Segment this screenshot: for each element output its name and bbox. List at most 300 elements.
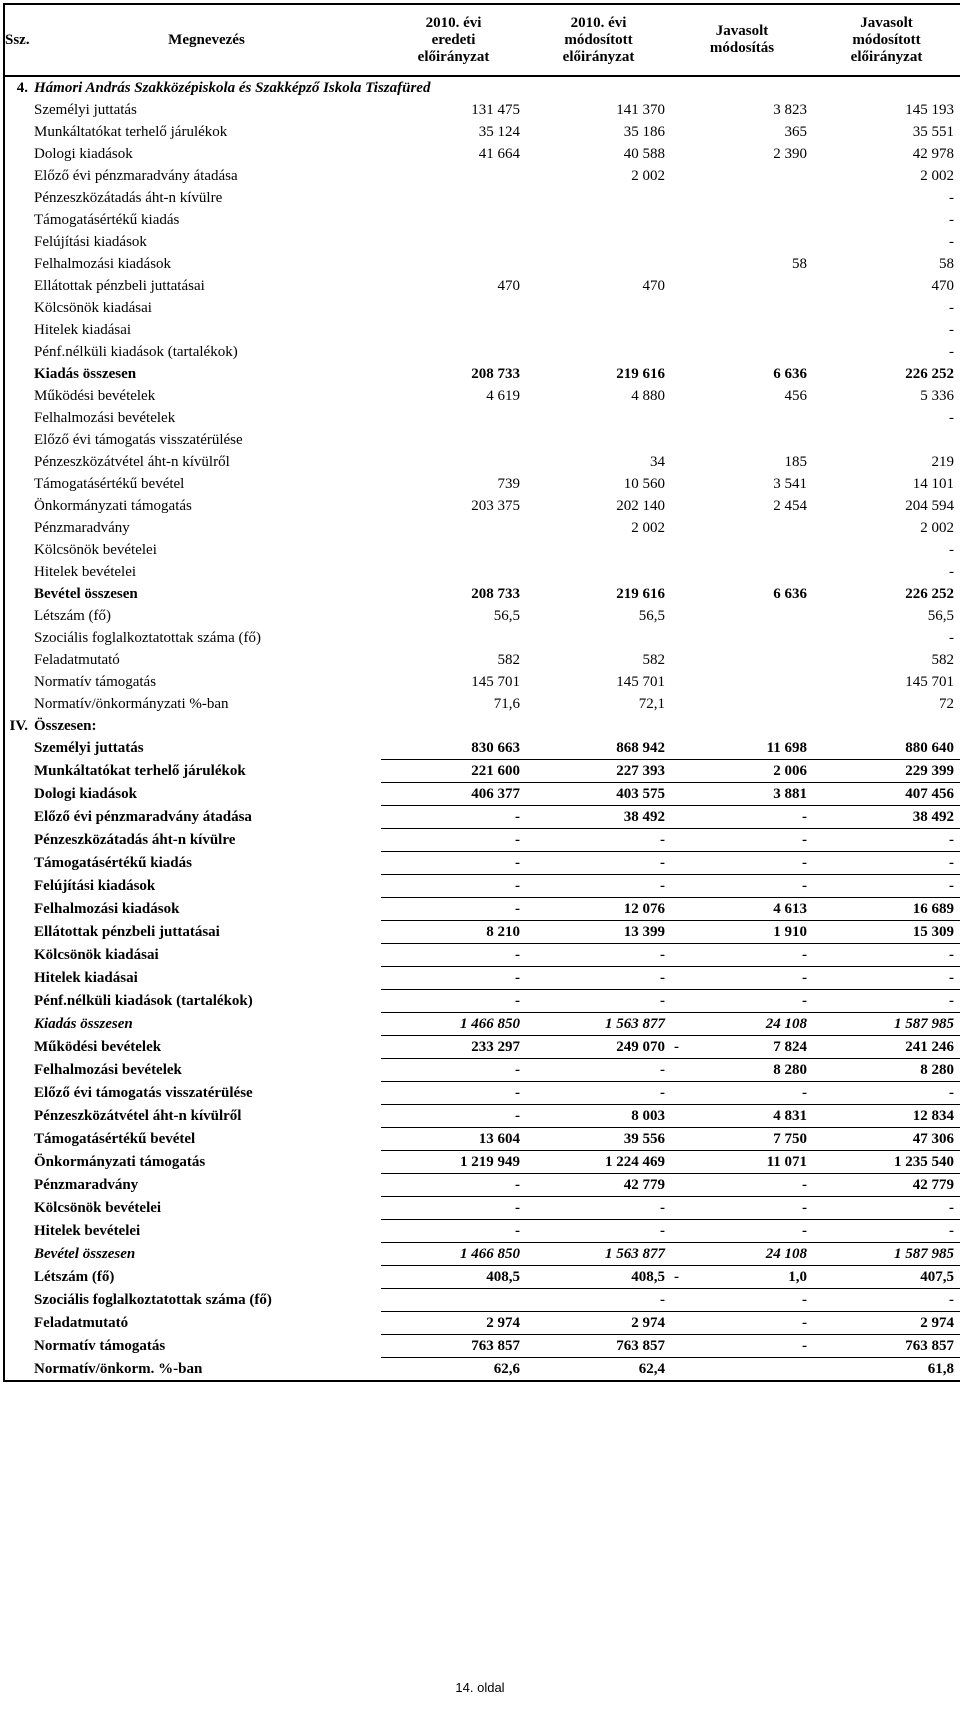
value-cell-c3 (671, 297, 813, 319)
row-label: Ellátottak pénzbeli juttatásai (34, 924, 220, 940)
value-cell-c2 (526, 1105, 671, 1128)
value-cell-c2 (526, 561, 671, 583)
value-text: 763 857 (616, 1338, 665, 1354)
ssz-cell (4, 517, 32, 539)
value-text: 11 698 (766, 740, 807, 756)
value-text: 145 701 (471, 674, 520, 690)
value-text: 42 779 (623, 1177, 665, 1193)
value-text: 1 563 877 (605, 1246, 665, 1262)
value-cell-c3 (671, 671, 813, 693)
row-label: Kölcsönök bevételei (34, 542, 157, 558)
value-cell-c2 (526, 783, 671, 806)
ssz-cell (4, 649, 32, 671)
row-label: Felújítási kiadások (34, 878, 156, 894)
value-cell-c2 (526, 187, 671, 209)
value-cell-c2 (526, 165, 671, 187)
value-text: - (949, 344, 954, 360)
row-label: Önkormányzati támogatás (34, 1154, 206, 1170)
row-label: Felhalmozási bevételek (34, 1062, 182, 1078)
value-cell-c3 (671, 517, 813, 539)
value-text: 39 556 (623, 1131, 665, 1147)
value-cell-c4 (813, 760, 960, 783)
value-cell-c3 (671, 275, 813, 297)
value-cell-c4 (813, 990, 960, 1013)
ssz-cell (4, 385, 32, 407)
value-cell-c2 (526, 990, 671, 1013)
ssz-cell (4, 363, 32, 385)
row-label: Hitelek kiadásai (34, 970, 138, 986)
value-cell-c3 (671, 921, 813, 944)
value-text: 14 101 (912, 476, 954, 492)
ssz-cell (4, 1036, 32, 1059)
value-cell-c1 (381, 898, 526, 921)
value-cell-c4 (813, 561, 960, 583)
value-text: 12 834 (912, 1108, 954, 1124)
value-cell-c1 (381, 231, 526, 253)
row-label: Ellátottak pénzbeli juttatásai (34, 278, 205, 294)
value-cell-c1 (381, 671, 526, 693)
value-text: - (515, 1062, 520, 1078)
row-label: Pénf.nélküli kiadások (tartalékok) (34, 993, 253, 1009)
value-text: - (802, 1338, 807, 1354)
table-row (4, 806, 960, 829)
value-cell-c2 (526, 605, 671, 627)
value-cell-c2 (526, 921, 671, 944)
value-cell-c1 (381, 187, 526, 209)
value-cell-c1 (381, 1358, 526, 1382)
value-cell-c1 (381, 583, 526, 605)
value-text: 219 (931, 454, 954, 470)
value-text: 35 186 (623, 124, 665, 140)
value-cell-c1 (381, 1220, 526, 1243)
value-text: 1 224 469 (605, 1154, 665, 1170)
value-text: 61,8 (927, 1361, 954, 1377)
value-text: 4 880 (631, 388, 665, 404)
ssz-cell (4, 275, 32, 297)
value-cell-c3 (671, 1082, 813, 1105)
value-cell-c3 (671, 99, 813, 121)
value-text: - (949, 878, 954, 894)
table-row (4, 363, 960, 385)
value-cell-c3 (671, 1358, 813, 1382)
table-row (4, 1174, 960, 1197)
value-text: - (660, 1223, 665, 1239)
value-text: - (802, 1292, 807, 1308)
value-text: 408,5 (631, 1269, 665, 1285)
value-text: 6 636 (773, 586, 807, 602)
value-text: 233 297 (471, 1039, 520, 1055)
table-row (4, 649, 960, 671)
ssz-cell (4, 121, 32, 143)
value-cell-c2 (526, 495, 671, 517)
table-row (4, 539, 960, 561)
value-text: 8 280 (920, 1062, 954, 1078)
value-text: 7 750 (773, 1131, 807, 1147)
value-cell-c2 (526, 1151, 671, 1174)
table-row (4, 209, 960, 231)
value-cell-c4 (813, 341, 960, 363)
budget-table (3, 3, 960, 1382)
header-col4: Javasolt módosított előirányzat (813, 4, 960, 76)
value-cell-c2 (526, 1128, 671, 1151)
ssz-cell (4, 1174, 32, 1197)
value-text: - (660, 1200, 665, 1216)
value-cell-c3 (671, 898, 813, 921)
value-text: - (660, 947, 665, 963)
value-cell-c4 (813, 1220, 960, 1243)
value-cell-c1 (381, 407, 526, 429)
value-cell-c1 (381, 737, 526, 760)
value-cell-c1 (381, 649, 526, 671)
value-cell-c4 (813, 1197, 960, 1220)
value-cell-c3 (671, 829, 813, 852)
value-text: - (660, 878, 665, 894)
value-cell-c2 (526, 473, 671, 495)
row-label: Felújítási kiadások (34, 234, 147, 250)
value-cell-c3 (671, 1266, 813, 1289)
value-text: - (660, 1292, 665, 1308)
value-cell-c3 (671, 165, 813, 187)
value-text: 582 (497, 652, 520, 668)
section-title: Összesen: (34, 718, 97, 734)
row-label: Normatív/önkormányzati %-ban (34, 696, 229, 712)
value-text: 42 779 (912, 1177, 954, 1193)
value-cell-c1 (381, 875, 526, 898)
section-number: 4. (16, 80, 28, 96)
value-cell-c4 (813, 829, 960, 852)
value-cell-c2 (526, 1358, 671, 1382)
ssz-cell (4, 783, 32, 806)
table-row (4, 341, 960, 363)
ssz-cell (4, 967, 32, 990)
value-cell-c3 (671, 495, 813, 517)
value-cell-c3 (671, 539, 813, 561)
value-cell-c4 (813, 407, 960, 429)
value-text: 141 370 (616, 102, 665, 118)
value-text: - (802, 1315, 807, 1331)
value-cell-c2 (526, 967, 671, 990)
value-text: - (660, 970, 665, 986)
table-row (4, 693, 960, 715)
ssz-cell (4, 1128, 32, 1151)
value-text: 249 070 (616, 1039, 665, 1055)
value-cell-c4 (813, 1266, 960, 1289)
row-label: Felhalmozási bevételek (34, 410, 176, 426)
table-row (4, 1358, 960, 1382)
value-cell-c1 (381, 143, 526, 165)
table-row (4, 1289, 960, 1312)
value-cell-c4 (813, 693, 960, 715)
row-label: Működési bevételek (34, 388, 156, 404)
value-cell-c2 (526, 451, 671, 473)
value-text: 24 108 (765, 1246, 807, 1262)
value-text: 1 910 (773, 924, 807, 940)
value-text: 1 587 985 (894, 1016, 954, 1032)
value-text: - (949, 410, 954, 426)
value-text: 456 (784, 388, 807, 404)
value-text: - (515, 947, 520, 963)
value-text: - (802, 878, 807, 894)
value-cell-c1 (381, 627, 526, 649)
value-cell-c3 (671, 1151, 813, 1174)
row-label: Normatív/önkorm. %-ban (34, 1360, 203, 1377)
ssz-cell (4, 1243, 32, 1266)
value-text: 229 399 (905, 763, 954, 779)
table-row (4, 1059, 960, 1082)
value-text: - (515, 993, 520, 1009)
value-cell-c3 (671, 1036, 813, 1059)
value-cell-c1 (381, 429, 526, 451)
value-cell-c3 (671, 407, 813, 429)
ssz-cell (4, 671, 32, 693)
value-cell-c1 (381, 1151, 526, 1174)
value-cell-c2 (526, 1197, 671, 1220)
value-cell-c1 (381, 921, 526, 944)
row-label: Kölcsönök kiadásai (34, 947, 159, 963)
value-text: 407 456 (905, 786, 954, 802)
value-cell-c3 (671, 451, 813, 473)
value-cell-c2 (526, 121, 671, 143)
value-text: 40 588 (623, 146, 665, 162)
value-text: 241 246 (905, 1039, 954, 1055)
value-cell-c3 (671, 944, 813, 967)
ssz-cell (4, 1220, 32, 1243)
negative-sign: - (674, 1039, 679, 1055)
value-text: 38 492 (912, 809, 954, 825)
value-text: 2 974 (486, 1315, 520, 1331)
value-text: - (949, 832, 954, 848)
value-text: 1 235 540 (894, 1154, 954, 1170)
value-text: 406 377 (471, 786, 520, 802)
value-text: 208 733 (471, 586, 520, 602)
value-text: 72,1 (638, 696, 665, 712)
ssz-cell (4, 319, 32, 341)
value-cell-c2 (526, 1013, 671, 1036)
value-cell-c4 (813, 231, 960, 253)
value-text: 830 663 (471, 740, 520, 756)
value-text: 62,6 (493, 1361, 520, 1377)
value-text: - (949, 1085, 954, 1101)
value-text: - (802, 1200, 807, 1216)
table-row (4, 1335, 960, 1358)
value-text: 219 616 (616, 366, 665, 382)
ssz-cell (4, 231, 32, 253)
negative-sign: - (674, 1269, 679, 1285)
value-text: - (949, 970, 954, 986)
value-cell-c3 (671, 1197, 813, 1220)
row-label: Bevétel összesen (34, 1246, 136, 1262)
value-cell-c2 (526, 231, 671, 253)
value-cell-c1 (381, 1289, 526, 1312)
value-cell-c3 (671, 1013, 813, 1036)
value-text: 227 393 (616, 763, 665, 779)
value-text: 72 (939, 696, 954, 712)
value-cell-c2 (526, 253, 671, 275)
section-header-row (4, 76, 960, 99)
table-row (4, 1220, 960, 1243)
value-cell-c1 (381, 967, 526, 990)
value-cell-c1 (381, 561, 526, 583)
value-text: 13 399 (623, 924, 665, 940)
value-text: 24 108 (765, 1016, 807, 1032)
value-cell-c2 (526, 944, 671, 967)
value-cell-c3 (671, 187, 813, 209)
value-cell-c4 (813, 806, 960, 829)
row-label: Feladatmutató (34, 1315, 129, 1331)
value-text: 226 252 (905, 366, 954, 382)
table-row (4, 187, 960, 209)
value-text: 1 563 877 (605, 1016, 665, 1032)
ssz-cell (4, 429, 32, 451)
value-text: 3 541 (773, 476, 807, 492)
table-row (4, 921, 960, 944)
ssz-cell (4, 1013, 32, 1036)
ssz-cell (4, 944, 32, 967)
value-text: 2 002 (631, 168, 665, 184)
value-cell-c1 (381, 1243, 526, 1266)
value-cell-c2 (526, 583, 671, 605)
ssz-cell (4, 1358, 32, 1382)
row-label: Támogatásértékű bevétel (34, 1131, 196, 1147)
value-text: - (949, 322, 954, 338)
value-cell-c2 (526, 341, 671, 363)
ssz-cell (4, 561, 32, 583)
value-cell-c1 (381, 1105, 526, 1128)
value-text: 2 390 (773, 146, 807, 162)
table-row (4, 561, 960, 583)
table-row (4, 253, 960, 275)
value-cell-c2 (526, 539, 671, 561)
table-row (4, 231, 960, 253)
value-text: - (949, 947, 954, 963)
value-text: - (802, 993, 807, 1009)
value-cell-c3 (671, 209, 813, 231)
row-label: Normatív támogatás (34, 1338, 166, 1354)
ssz-cell (4, 297, 32, 319)
value-text: - (949, 190, 954, 206)
ssz-cell (4, 806, 32, 829)
value-cell-c2 (526, 363, 671, 385)
value-cell-c1 (381, 693, 526, 715)
value-cell-c4 (813, 583, 960, 605)
table-row (4, 165, 960, 187)
section-header-row (4, 715, 960, 737)
row-label: Pénf.nélküli kiadások (tartalékok) (34, 344, 238, 360)
ssz-cell (4, 1105, 32, 1128)
row-label: Kiadás összesen (34, 366, 137, 382)
value-text: 10 560 (623, 476, 665, 492)
value-text: 35 124 (478, 124, 520, 140)
row-label: Előző évi támogatás visszatérülése (34, 432, 243, 448)
row-label: Szociális foglalkoztatottak száma (fő) (34, 1292, 272, 1308)
value-cell-c2 (526, 429, 671, 451)
value-text: - (515, 832, 520, 848)
value-text: - (515, 1223, 520, 1239)
value-cell-c4 (813, 944, 960, 967)
value-cell-c4 (813, 1151, 960, 1174)
header-ssz: Ssz. (4, 4, 32, 76)
value-text: 2 974 (920, 1315, 954, 1331)
value-cell-c3 (671, 1174, 813, 1197)
table-row (4, 99, 960, 121)
value-text: 2 002 (631, 520, 665, 536)
page-number: 14. oldal (455, 1680, 505, 1695)
value-cell-c2 (526, 1174, 671, 1197)
value-text: - (949, 564, 954, 580)
value-cell-c1 (381, 539, 526, 561)
value-cell-c3 (671, 990, 813, 1013)
value-cell-c3 (671, 319, 813, 341)
value-cell-c4 (813, 1128, 960, 1151)
value-cell-c1 (381, 253, 526, 275)
value-text: - (949, 1292, 954, 1308)
value-text: 8 210 (486, 924, 520, 940)
value-text: 62,4 (638, 1361, 665, 1377)
value-text: - (515, 855, 520, 871)
value-text: 47 306 (912, 1131, 954, 1147)
row-label: Hitelek bevételei (34, 564, 137, 580)
value-cell-c1 (381, 806, 526, 829)
value-text: - (802, 970, 807, 986)
value-cell-c4 (813, 1059, 960, 1082)
table-row (4, 275, 960, 297)
value-text: 185 (784, 454, 807, 470)
value-cell-c1 (381, 517, 526, 539)
row-label: Önkormányzati támogatás (34, 498, 192, 514)
table-row (4, 829, 960, 852)
row-label: Feladatmutató (34, 652, 120, 668)
value-text: 221 600 (471, 763, 520, 779)
value-text: - (949, 993, 954, 1009)
value-cell-c1 (381, 1013, 526, 1036)
ssz-cell (4, 1335, 32, 1358)
ssz-cell (4, 539, 32, 561)
ssz-cell (4, 760, 32, 783)
ssz-cell (4, 990, 32, 1013)
value-text: 42 978 (912, 146, 954, 162)
value-cell-c1 (381, 385, 526, 407)
value-cell-c4 (813, 539, 960, 561)
ssz-cell (4, 407, 32, 429)
table-row (4, 627, 960, 649)
row-label: Munkáltatókat terhelő járulékok (34, 124, 228, 140)
value-cell-c1 (381, 495, 526, 517)
ssz-cell (4, 737, 32, 760)
value-cell-c2 (526, 627, 671, 649)
row-label: Személyi juttatás (34, 740, 144, 757)
value-cell-c2 (526, 99, 671, 121)
value-text: - (802, 832, 807, 848)
value-cell-c2 (526, 806, 671, 829)
ssz-cell (4, 1059, 32, 1082)
value-cell-c3 (671, 783, 813, 806)
ssz-cell (4, 165, 32, 187)
value-cell-c3 (671, 1243, 813, 1266)
value-text: 8 280 (773, 1062, 807, 1078)
row-label: Felhalmozási kiadások (34, 901, 180, 917)
value-text: - (515, 901, 520, 917)
row-label: Működési bevételek (34, 1039, 162, 1055)
value-cell-c4 (813, 898, 960, 921)
value-cell-c2 (526, 1289, 671, 1312)
table-row (4, 407, 960, 429)
value-cell-c1 (381, 1174, 526, 1197)
table-row (4, 852, 960, 875)
value-cell-c4 (813, 605, 960, 627)
value-cell-c1 (381, 341, 526, 363)
row-label: Bevétel összesen (34, 586, 138, 602)
value-cell-c3 (671, 649, 813, 671)
